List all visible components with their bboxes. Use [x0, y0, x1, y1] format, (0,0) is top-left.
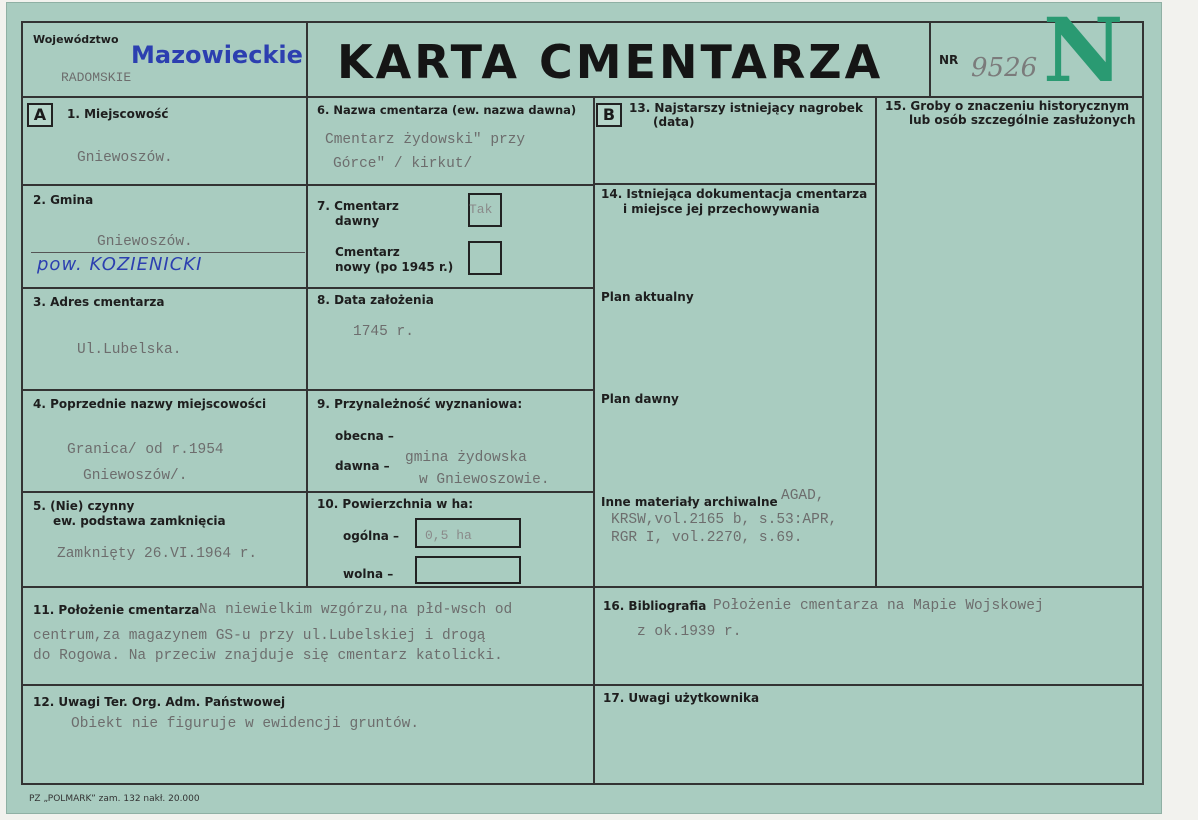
- field-7-nowy-label-line2: nowy (po 1945 r.): [335, 260, 454, 274]
- field-2-handwritten: pow. KOZIENICKI: [37, 254, 203, 275]
- field-9-dawna-line2: w Gniewoszowie.: [419, 472, 550, 488]
- section-a-marker: A: [27, 103, 53, 127]
- field-3-label: 3. Adres cmentarza: [33, 295, 165, 309]
- field-13-label-line1: 13. Najstarszy istniejący nagrobek: [629, 101, 863, 115]
- wojewodztwo-label: Województwo: [33, 33, 119, 46]
- field-4-value-line1: Granica/ od r.1954: [67, 442, 224, 458]
- field-13-label-line2: (data): [653, 115, 695, 129]
- grid-line: [21, 21, 23, 785]
- field-12-label: 12. Uwagi Ter. Org. Adm. Państwowej: [33, 695, 286, 709]
- nr-value: 9526: [971, 53, 1038, 83]
- field-17-label: 17. Uwagi użytkownika: [603, 691, 760, 705]
- field-4-label: 4. Poprzednie nazwy miejscowości: [33, 397, 267, 411]
- field-1-value: Gniewoszów.: [77, 150, 173, 166]
- grid-line: [929, 21, 931, 98]
- grid-line: [21, 96, 1144, 98]
- field-16-label: 16. Bibliografia: [603, 599, 707, 613]
- field-10-label: 10. Powierzchnia w ha:: [317, 497, 474, 511]
- nr-label: NR: [939, 53, 959, 67]
- field-7-nowy-label-line1: Cmentarz: [335, 245, 400, 259]
- stamp-letter: N: [1043, 0, 1124, 102]
- field-1-label: 1. Miejscowość: [67, 107, 169, 121]
- field-6-value-line2: Górce" / kirkut/: [333, 156, 473, 172]
- field-10-ogolna-value: 0,5 ha: [425, 528, 472, 543]
- field-5-label-line2: ew. podstawa zamknięcia: [53, 514, 226, 528]
- field-10-ogolna-label: ogólna –: [343, 529, 400, 543]
- inne-materialy-line3: RGR I, vol.2270, s.69.: [611, 530, 803, 546]
- field-2-underline: [31, 252, 305, 253]
- plan-aktualny-label: Plan aktualny: [601, 290, 694, 304]
- field-11-line2: centrum,za magazynem GS-u przy ul.Lubelskiej i drogą: [33, 628, 486, 644]
- field-8-label: 8. Data założenia: [317, 293, 434, 307]
- grid-line: [21, 21, 1144, 23]
- cemetery-record-card: [6, 2, 1162, 814]
- field-9-dawna-label: dawna –: [335, 459, 390, 473]
- plan-dawny-label: Plan dawny: [601, 392, 679, 406]
- wojewodztwo-value: Mazowieckie: [131, 41, 303, 69]
- inne-materialy-label: Inne materiały archiwalne: [601, 495, 778, 509]
- field-9-label: 9. Przynależność wyznaniowa:: [317, 397, 523, 411]
- inne-materialy-line1: AGAD,: [781, 488, 825, 504]
- grid-line: [306, 21, 308, 588]
- grid-line: [21, 586, 1144, 588]
- grid-line: [593, 96, 595, 785]
- field-5-label-line1: 5. (Nie) czynny: [33, 499, 135, 513]
- card-title: KARTA CMENTARZA: [337, 35, 884, 89]
- grid-line: [21, 783, 1144, 785]
- field-2-value: Gniewoszów.: [97, 234, 193, 250]
- field-8-value: 1745 r.: [353, 324, 414, 340]
- grid-line: [593, 183, 877, 185]
- field-9-obecna-label: obecna –: [335, 429, 394, 443]
- field-11-line3: do Rogowa. Na przeciw znajduje się cmentarz katolicki.: [33, 648, 503, 664]
- print-footer: PZ „POLMARK” zam. 132 nakł. 20.000: [29, 794, 200, 804]
- grid-line: [875, 96, 877, 588]
- section-b-marker: B: [596, 103, 622, 127]
- field-16-line2: z ok.1939 r.: [637, 624, 742, 640]
- grid-line: [21, 684, 1144, 686]
- field-7-dawny-label-line1: 7. Cmentarz: [317, 199, 399, 213]
- field-15-label-line2: lub osób szczególnie zasłużonych: [909, 113, 1136, 127]
- field-4-value-line2: Gniewoszów/.: [83, 468, 188, 484]
- field-15-label-line1: 15. Groby o znaczeniu historycznym: [885, 99, 1130, 113]
- field-10-wolna-label: wolna –: [343, 567, 394, 581]
- field-9-dawna-line1: gmina żydowska: [405, 450, 527, 466]
- dawny-checkbox-value: Tak: [469, 202, 493, 217]
- field-5-value: Zamknięty 26.VI.1964 r.: [57, 546, 258, 562]
- field-3-value: Ul.Lubelska.: [77, 342, 182, 358]
- field-7-dawny-label-line2: dawny: [335, 214, 380, 228]
- field-16-line1: Położenie cmentarza na Mapie Wojskowej: [713, 598, 1044, 614]
- field-6-value-line1: Cmentarz żydowski" przy: [325, 132, 526, 148]
- field-2-label: 2. Gmina: [33, 193, 94, 207]
- field-11-line1: Na niewielkim wzgórzu,na płd-wsch od: [199, 602, 513, 618]
- field-12-value: Obiekt nie figuruje w ewidencji gruntów.: [71, 716, 420, 732]
- wolna-input-box[interactable]: [415, 556, 521, 584]
- nowy-checkbox[interactable]: [468, 241, 502, 275]
- field-14-label-line1: 14. Istniejąca dokumentacja cmentarza: [601, 187, 868, 201]
- grid-line: [1142, 21, 1144, 785]
- field-14-label-line2: i miejsce jej przechowywania: [623, 202, 820, 216]
- wojewodztwo-typed: RADOMSKIE: [61, 70, 132, 85]
- inne-materialy-line2: KRSW,vol.2165 b, s.53:APR,: [611, 512, 838, 528]
- field-6-label: 6. Nazwa cmentarza (ew. nazwa dawna): [317, 103, 577, 117]
- field-11-label: 11. Położenie cmentarza: [33, 603, 200, 617]
